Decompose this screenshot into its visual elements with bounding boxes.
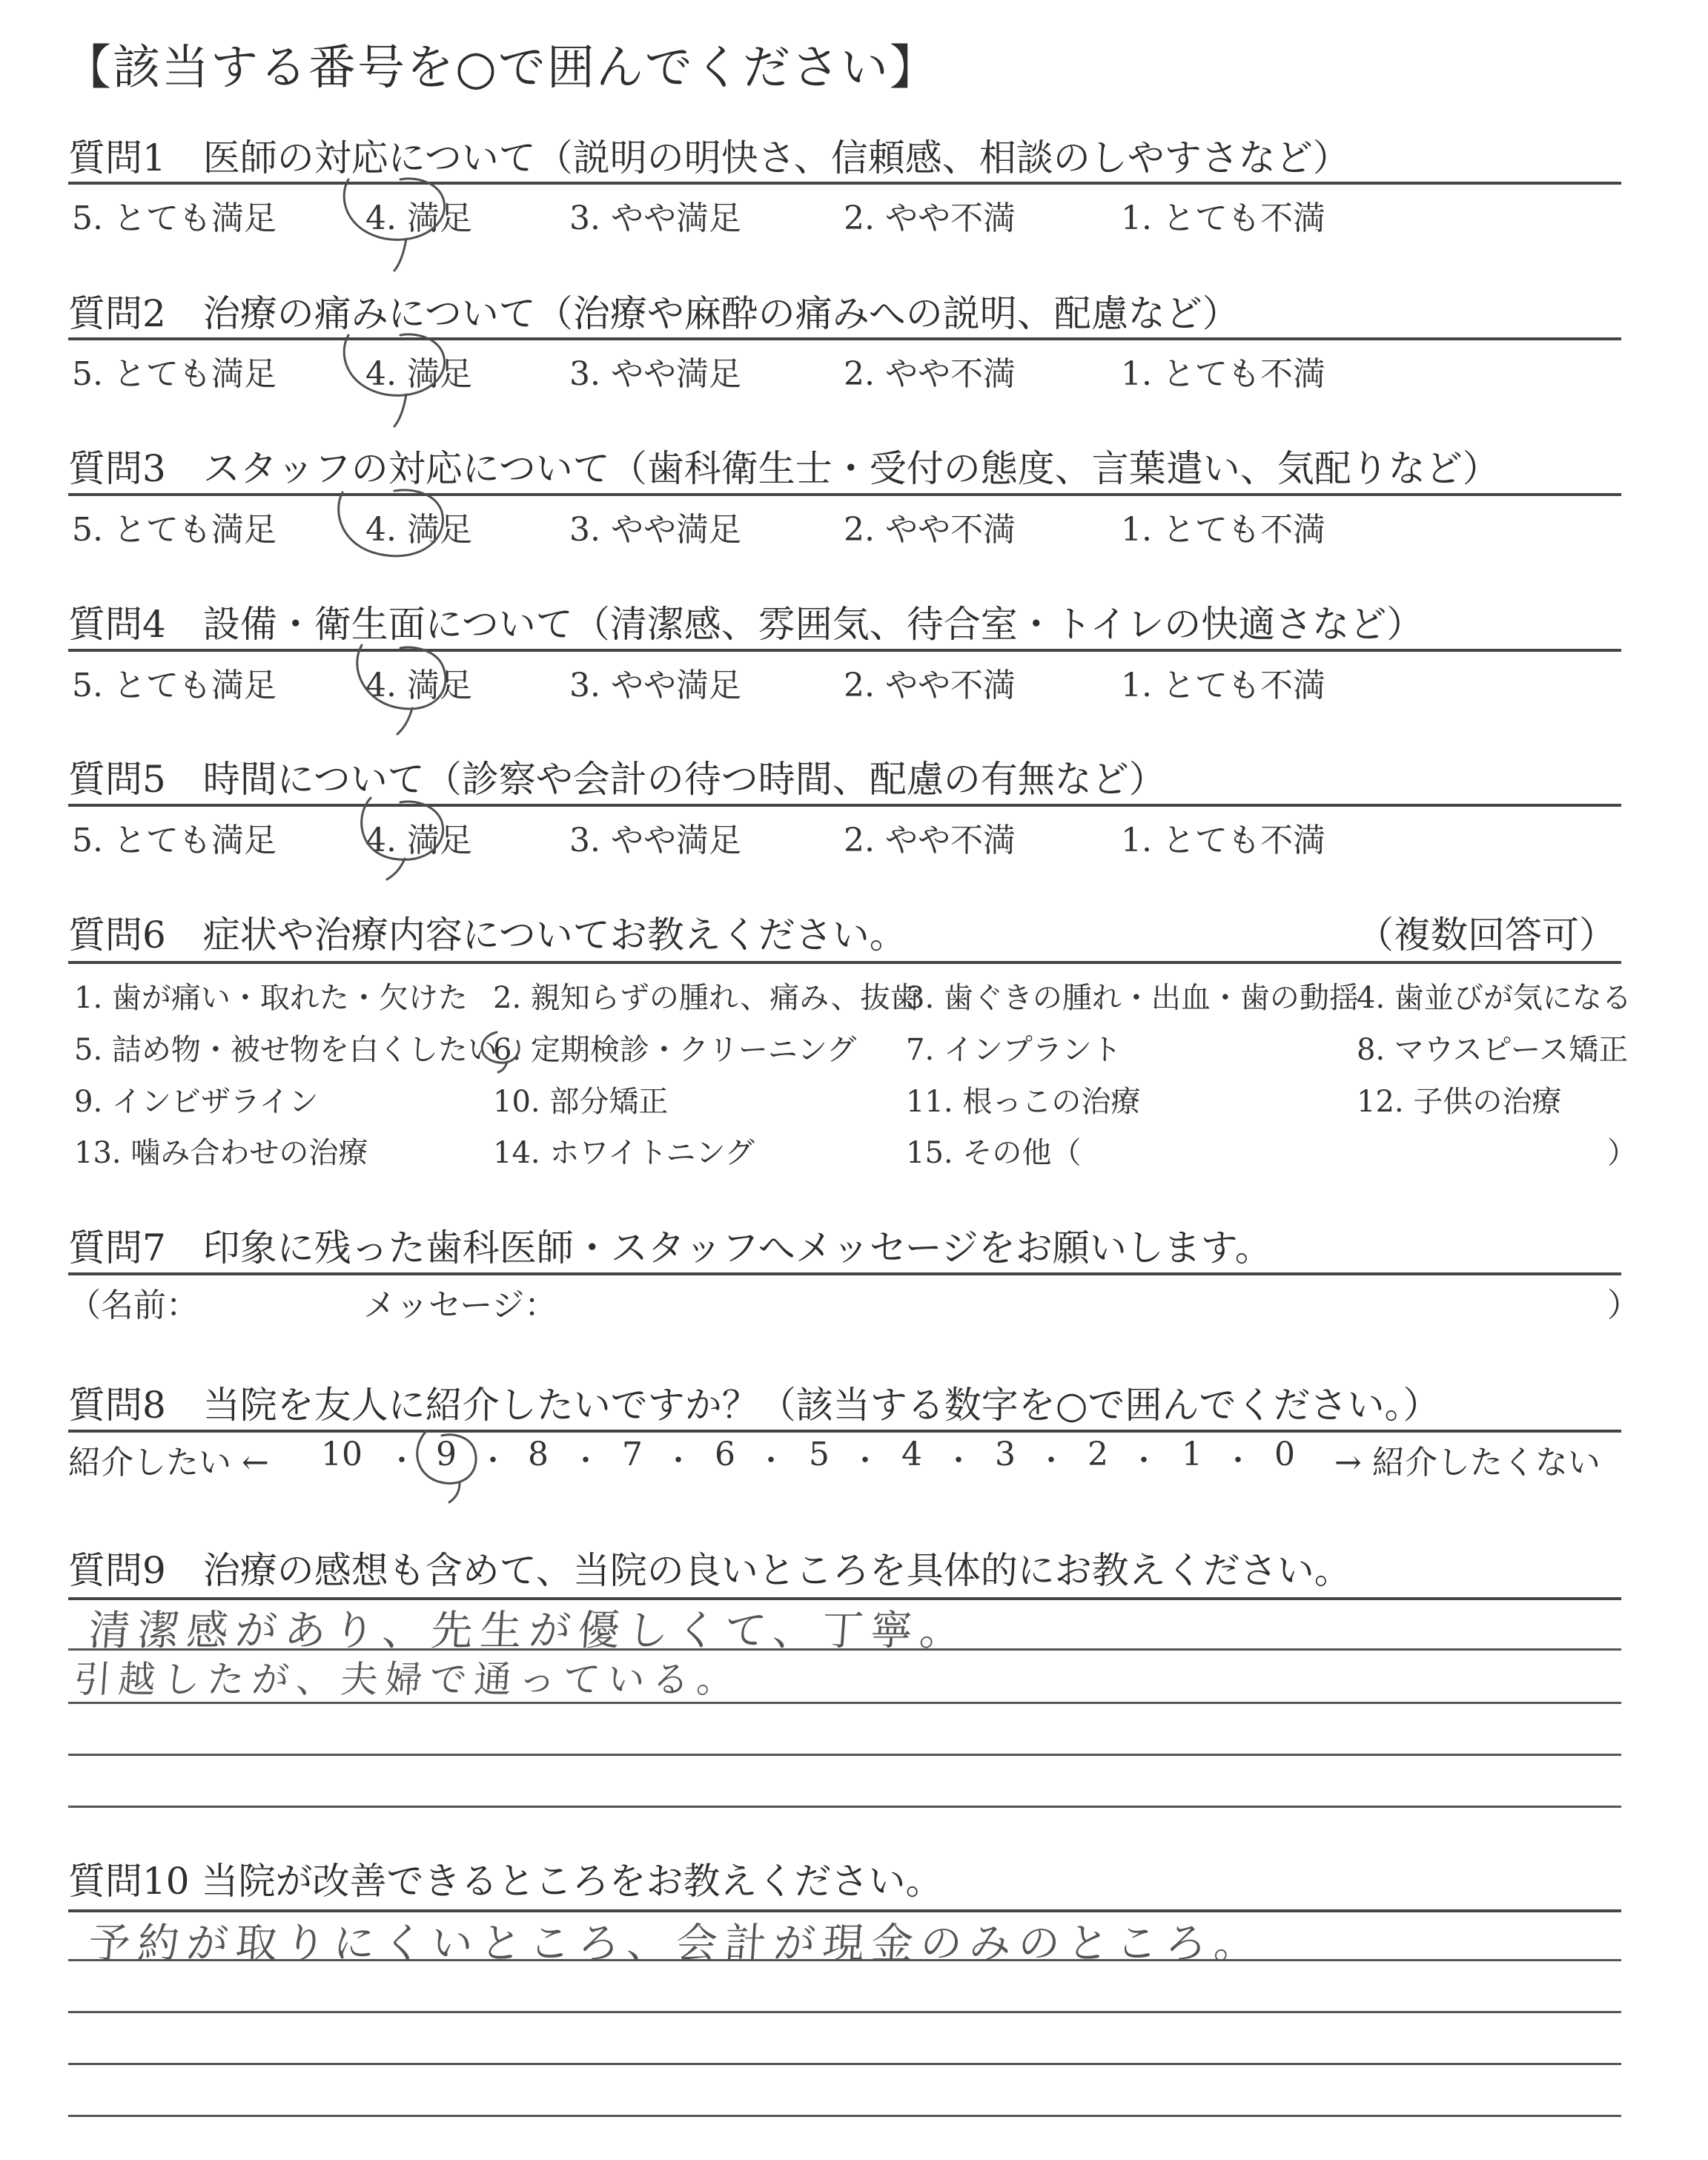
q6-option-15[interactable]: 15. その他（ — [906, 1136, 1082, 1170]
q6-option-9[interactable]: 9. インビザライン — [74, 1085, 319, 1119]
recommend-4[interactable]: 4 — [901, 1436, 922, 1473]
q1-option-4[interactable]: 4. 満足 — [365, 199, 472, 237]
divider — [68, 961, 1621, 964]
other-close-paren: ） — [1607, 1136, 1637, 1170]
form-title: 【該当する番号を○で囲んでください】 — [64, 41, 939, 96]
recommend-left-label: 紹介したい ← — [68, 1444, 269, 1482]
q6-option-10[interactable]: 10. 部分矯正 — [493, 1085, 669, 1119]
recommend-right-label: → 紹介したくない — [1334, 1444, 1601, 1482]
question-8-heading: 質問8 当院を友人に紹介したいですか？（該当する数字を○で囲んでください。） — [68, 1384, 1440, 1427]
divider — [68, 182, 1621, 185]
q5-option-4[interactable]: 4. 満足 — [365, 822, 472, 859]
separator-dot: ・ — [850, 1444, 880, 1478]
separator-dot: ・ — [663, 1444, 693, 1478]
q6-option-14[interactable]: 14. ホワイトニング — [493, 1136, 755, 1170]
q4-option-2[interactable]: 2. やや不満 — [844, 667, 1016, 704]
recommend-8[interactable]: 8 — [528, 1436, 549, 1473]
divider — [68, 1430, 1621, 1433]
handwritten-answer-line: 予約が取りにくいところ、会計が現金のみのところ。 — [87, 1920, 1265, 1968]
recommend-2[interactable]: 2 — [1088, 1436, 1108, 1473]
writing-line — [68, 2063, 1621, 2065]
q2-option-1[interactable]: 1. とても不満 — [1121, 355, 1325, 393]
q5-option-1[interactable]: 1. とても不満 — [1121, 822, 1325, 859]
multiple-answers-note: （複数回答可） — [1357, 914, 1616, 957]
q1-option-1[interactable]: 1. とても不満 — [1121, 199, 1325, 237]
question-1-heading: 質問1 医師の対応について（説明の明快さ、信頼感、相談のしやすさなど） — [68, 136, 1350, 179]
q3-option-5[interactable]: 5. とても満足 — [72, 511, 277, 549]
writing-line — [68, 1806, 1621, 1808]
name-label: （名前： — [68, 1287, 199, 1324]
q6-option-2[interactable]: 2. 親知らずの腫れ、痛み、抜歯 — [493, 981, 920, 1015]
q1-option-2[interactable]: 2. やや不満 — [844, 199, 1016, 237]
q6-option-4[interactable]: 4. 歯並びが気になる — [1357, 981, 1632, 1015]
writing-line — [68, 1754, 1621, 1756]
q6-option-7[interactable]: 7. インプラント — [906, 1033, 1122, 1067]
separator-dot: ・ — [571, 1444, 600, 1478]
q6-option-11[interactable]: 11. 根っこの治療 — [906, 1085, 1141, 1119]
q3-option-2[interactable]: 2. やや不満 — [844, 511, 1016, 549]
divider — [68, 649, 1621, 652]
separator-dot: ・ — [756, 1444, 786, 1478]
q4-option-4[interactable]: 4. 満足 — [365, 667, 472, 704]
message-close-paren: ） — [1607, 1287, 1640, 1324]
divider — [68, 493, 1621, 496]
q2-option-2[interactable]: 2. やや不満 — [844, 355, 1016, 393]
separator-dot: ・ — [1223, 1444, 1253, 1478]
q3-option-4[interactable]: 4. 満足 — [365, 511, 472, 549]
separator-dot: ・ — [387, 1444, 417, 1478]
q6-option-1[interactable]: 1. 歯が痛い・取れた・欠けた — [74, 981, 468, 1015]
q6-option-8[interactable]: 8. マウスピース矯正 — [1357, 1033, 1629, 1067]
q4-option-1[interactable]: 1. とても不満 — [1121, 667, 1325, 704]
q2-option-5[interactable]: 5. とても満足 — [72, 355, 277, 393]
q4-option-3[interactable]: 3. やや満足 — [569, 667, 741, 704]
recommend-0[interactable]: 0 — [1274, 1436, 1295, 1473]
q5-option-3[interactable]: 3. やや満足 — [569, 822, 741, 859]
writing-line — [68, 2011, 1621, 2013]
recommend-5[interactable]: 5 — [809, 1436, 830, 1473]
question-2-heading: 質問2 治療の痛みについて（治療や麻酔の痛みへの説明、配慮など） — [68, 292, 1239, 335]
recommend-6[interactable]: 6 — [715, 1436, 735, 1473]
q1-option-3[interactable]: 3. やや満足 — [569, 199, 741, 237]
question-3-heading: 質問3 スタッフの対応について（歯科衛生士・受付の態度、言葉遣い、気配りなど） — [68, 447, 1500, 490]
writing-line — [68, 2115, 1621, 2117]
q2-option-4[interactable]: 4. 満足 — [365, 355, 472, 393]
recommend-9[interactable]: 9 — [436, 1436, 457, 1473]
separator-dot: ・ — [478, 1444, 508, 1478]
recommend-7[interactable]: 7 — [622, 1436, 643, 1473]
question-4-heading: 質問4 設備・衛生面について（清潔感、雰囲気、待合室・トイレの快適さなど） — [68, 603, 1424, 646]
q6-option-12[interactable]: 12. 子供の治療 — [1357, 1085, 1562, 1119]
divider — [68, 1272, 1621, 1275]
q3-option-3[interactable]: 3. やや満足 — [569, 511, 741, 549]
recommend-1[interactable]: 1 — [1182, 1436, 1202, 1473]
q5-option-2[interactable]: 2. やや不満 — [844, 822, 1016, 859]
q2-option-3[interactable]: 3. やや満足 — [569, 355, 741, 393]
question-5-heading: 質問5 時間について（診察や会計の待つ時間、配慮の有無など） — [68, 758, 1166, 801]
divider — [68, 804, 1621, 807]
q5-option-5[interactable]: 5. とても満足 — [72, 822, 277, 859]
divider — [68, 337, 1621, 340]
separator-dot: ・ — [1036, 1444, 1066, 1478]
question-9-heading: 質問9 治療の感想も含めて、当院の良いところを具体的にお教えください。 — [68, 1549, 1351, 1592]
recommend-10[interactable]: 10 — [321, 1436, 363, 1473]
handwritten-answer-line: 引越したが、夫婦で通っている。 — [72, 1658, 743, 1701]
question-7-heading: 質問7 印象に残った歯科医師・スタッフへメッセージをお願いします。 — [68, 1226, 1272, 1269]
q3-option-1[interactable]: 1. とても不満 — [1121, 511, 1325, 549]
q6-option-3[interactable]: 3. 歯ぐきの腫れ・出血・歯の動揺 — [906, 981, 1359, 1015]
message-label: メッセージ： — [363, 1287, 557, 1324]
handwritten-answer-line: 清潔感があり、先生が優しくて、丁寧。 — [87, 1607, 970, 1655]
separator-dot: ・ — [1129, 1444, 1159, 1478]
q1-option-5[interactable]: 5. とても満足 — [72, 199, 277, 237]
q6-option-6[interactable]: 6. 定期検診・クリーニング — [493, 1033, 857, 1067]
recommend-3[interactable]: 3 — [995, 1436, 1016, 1473]
q4-option-5[interactable]: 5. とても満足 — [72, 667, 277, 704]
q6-option-13[interactable]: 13. 噛み合わせの治療 — [74, 1136, 368, 1170]
question-10-heading: 質問10 当院が改善できるところをお教えください。 — [68, 1860, 943, 1903]
separator-dot: ・ — [944, 1444, 973, 1478]
q6-option-5[interactable]: 5. 詰め物・被せ物を白くしたい — [74, 1033, 497, 1067]
question-6-heading: 質問6 症状や治療内容についてお教えください。 — [68, 914, 907, 957]
